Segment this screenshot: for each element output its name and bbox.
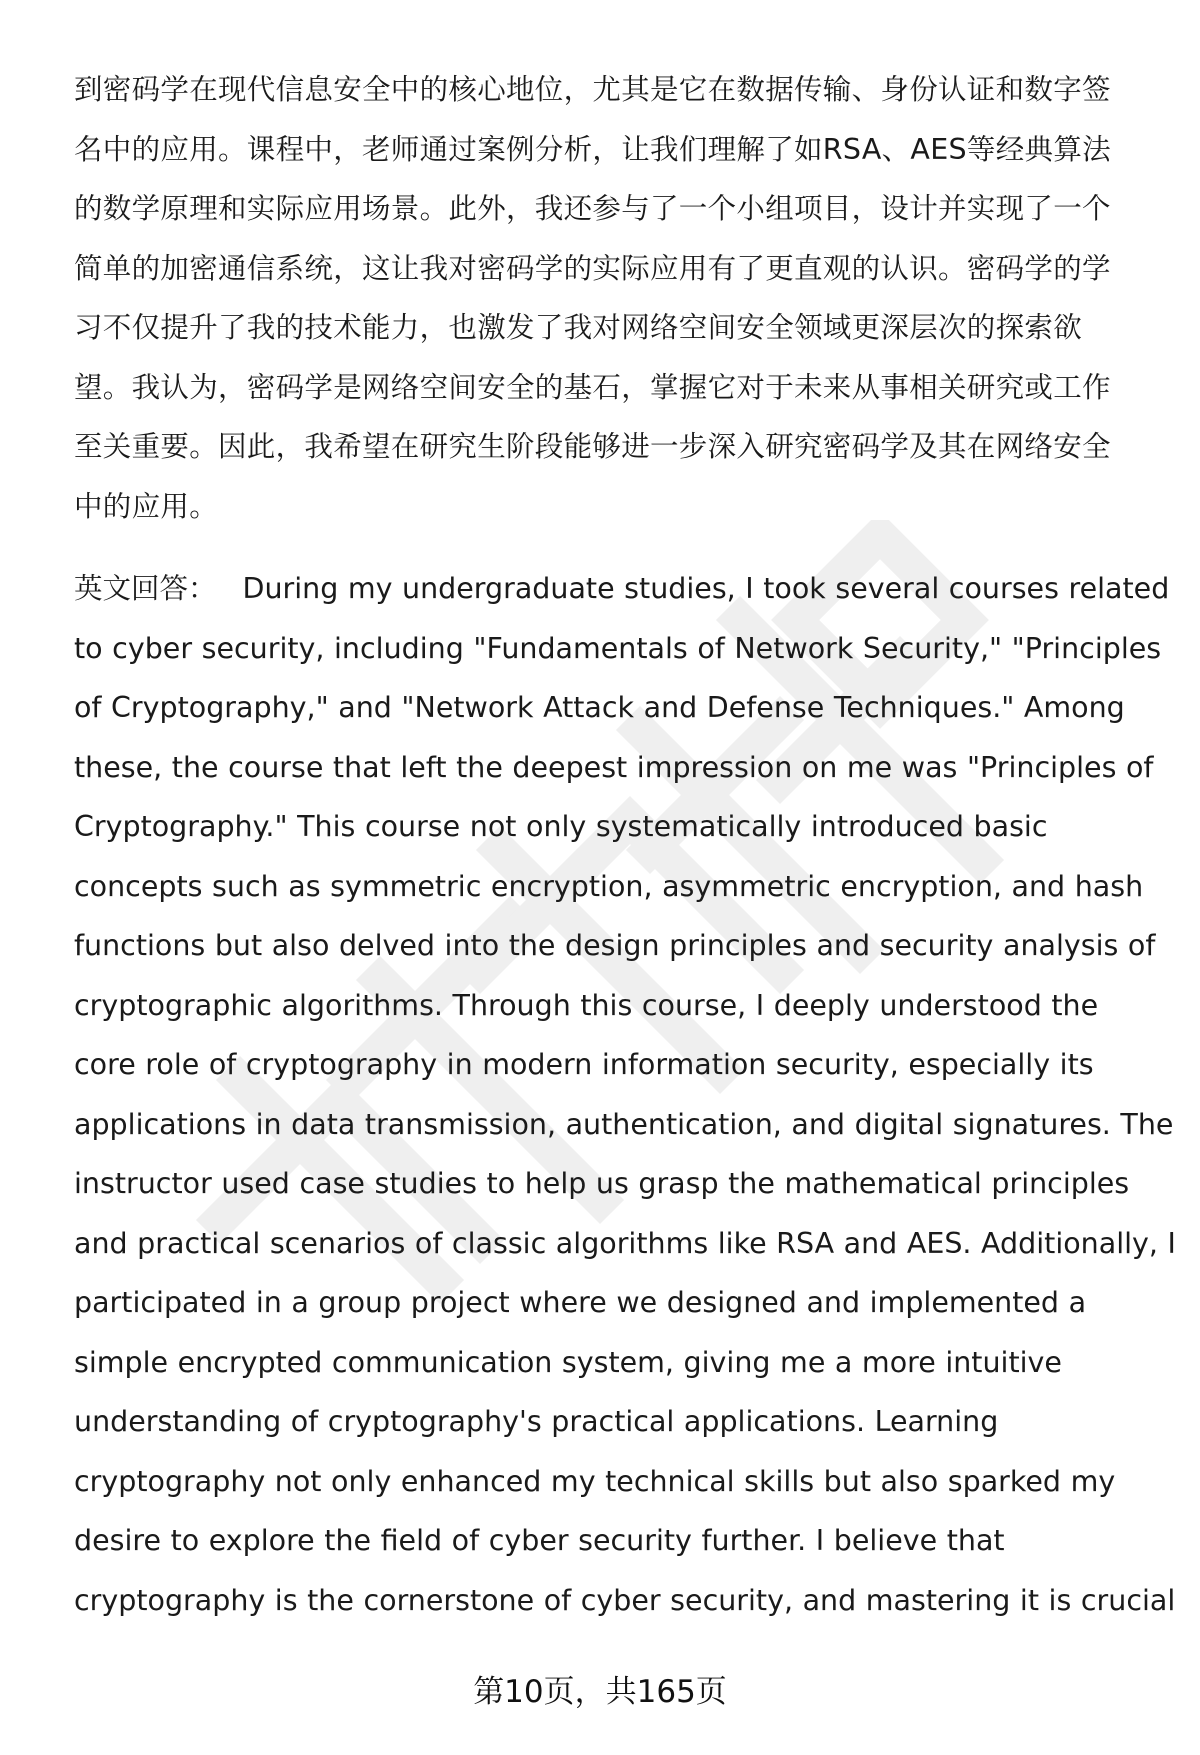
- text-line: instructor used case studies to help us grasp the mathematical principles: [74, 1167, 1130, 1200]
- text-line: cryptography is the cornerstone of cyber security, and mastering it is crucial: [74, 1583, 1176, 1617]
- text-line: 至关重要。因此，我希望在研究生阶段能够进一步深入研究密码学及其在网络安全: [74, 430, 1111, 463]
- text-line: [74, 559, 1170, 619]
- text-line: of Cryptography," and "Network Attack and Defense Techniques." Among: [74, 691, 1125, 724]
- text-line: 简单的加密通信系统，这让我对密码学的实际应用有了更直观的认识。密码学的学: [74, 251, 1111, 285]
- text-line: concepts such as symmetric encryption, asymmetric encryption, and hash: [74, 869, 1144, 903]
- english-answer-paragraph: [74, 559, 1176, 1630]
- text-line: these, the course that left the deepest impression on me was "Principles of: [74, 750, 1154, 784]
- text-line-content: During my undergraduate studies, I took several courses related: [242, 572, 1170, 605]
- english-answer-label: 英文回答：: [74, 572, 217, 605]
- text-line: applications in data transmission, authentication, and digital signatures. The: [74, 1107, 1174, 1141]
- text-line: cryptography not only enhanced my technical skills but also sparked my: [74, 1464, 1116, 1498]
- text-line: desire to explore the field of cyber security further. I believe that: [74, 1524, 1005, 1557]
- page-number-footer: 第10页，共165页: [473, 1674, 727, 1710]
- text-line: Cryptography." This course not only systematically introduced basic: [74, 810, 1048, 843]
- text-line: 中的应用。: [74, 489, 219, 523]
- text-line: 习不仅提升了我的技术能力，也激发了我对网络空间安全领域更深层次的探索欲: [74, 311, 1083, 344]
- text-line: 望。我认为，密码学是网络空间安全的基石，掌握它对于未来从事相关研究或工作: [74, 370, 1111, 404]
- text-line: 名中的应用。课程中，老师通过案例分析，让我们理解了如RSA、AES等经典算法: [74, 132, 1111, 166]
- text-line: functions but also delved into the design principles and security analysis of: [74, 929, 1156, 962]
- chinese-answer-paragraph: [74, 60, 1164, 536]
- text-line: cryptographic algorithms. Through this course, I deeply understood the: [74, 988, 1099, 1022]
- text-line: 到密码学在现代信息安全中的核心地位，尤其是它在数据传输、身份认证和数字签: [74, 73, 1111, 106]
- text-line: participated in a group project where we designed and implemented a: [74, 1286, 1087, 1319]
- document-body: [74, 60, 1176, 1630]
- text-line: and practical scenarios of classic algorithms like RSA and AES. Additionally, I: [74, 1226, 1176, 1260]
- text-line: 的数学原理和实际应用场景。此外，我还参与了一个小组项目，设计并实现了一个: [74, 192, 1111, 225]
- text-line: core role of cryptography in modern information security, especially its: [74, 1048, 1094, 1081]
- text-line: to cyber security, including "Fundamentals of Network Security," "Principles: [74, 631, 1162, 665]
- text-line: understanding of cryptography's practical applications. Learning: [74, 1405, 999, 1438]
- text-line: simple encrypted communication system, giving me a more intuitive: [74, 1345, 1062, 1379]
